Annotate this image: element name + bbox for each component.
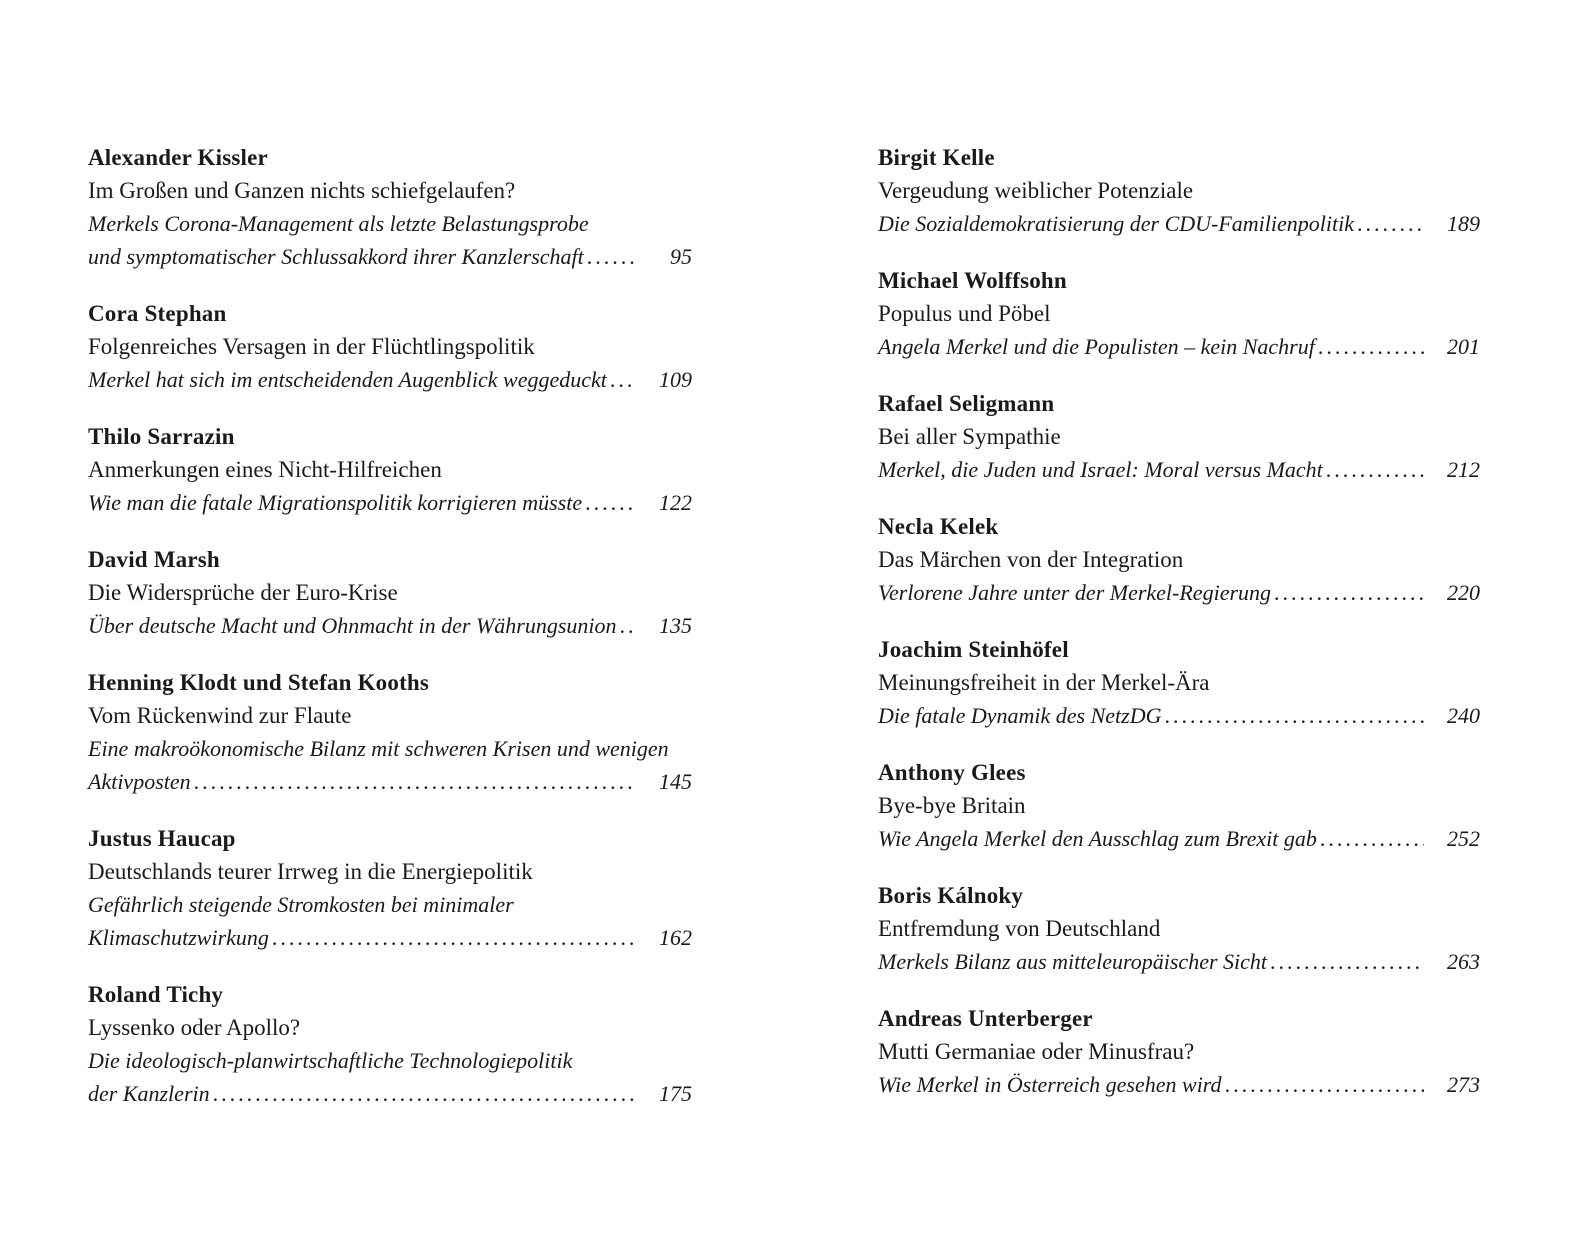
author-name: Cora Stephan (88, 301, 227, 326)
chapter-title: Deutschlands teurer Irrweg in die Energiepolitik (88, 859, 533, 884)
author-name: Andreas Unterberger (878, 1006, 1093, 1031)
dot-leader (1165, 699, 1425, 732)
chapter-subtitle: der Kanzlerin (88, 1081, 210, 1106)
toc-leader-row (88, 363, 692, 396)
page-number: 189 (1447, 211, 1480, 236)
page-number: 252 (1447, 826, 1480, 851)
page-number: 263 (1447, 949, 1480, 974)
dot-leader (1320, 822, 1424, 855)
chapter-subtitle: Verlorene Jahre unter der Merkel-Regierung (878, 580, 1272, 605)
toc-column-right (878, 141, 1480, 1125)
dot-leader (1326, 453, 1424, 486)
dot-leader (272, 921, 636, 954)
chapter-subtitle: Die Sozialdemokratisierung der CDU-Familienpolitik (878, 211, 1354, 236)
chapter-subtitle: Die ideologisch-planwirtschaftliche Technologiepolitik (88, 1048, 573, 1073)
toc-entry (878, 1002, 1480, 1101)
chapter-subtitle: Merkel, die Juden und Israel: Moral versus Macht (878, 457, 1323, 482)
toc-entry (88, 297, 692, 396)
chapter-title: Meinungsfreiheit in der Merkel-Ära (878, 670, 1210, 695)
chapter-title: Das Märchen von der Integration (878, 547, 1184, 572)
toc-leader-row (878, 330, 1480, 363)
page-number: 201 (1447, 334, 1480, 359)
page-number: 122 (659, 490, 692, 515)
toc-column-left (88, 141, 692, 1134)
chapter-subtitle: Wie Angela Merkel den Ausschlag zum Brexit gab (878, 826, 1317, 851)
page-number: 162 (659, 925, 692, 950)
chapter-title: Die Widersprüche der Euro-Krise (88, 580, 398, 605)
chapter-title: Vom Rückenwind zur Flaute (88, 703, 352, 728)
page-number: 220 (1447, 580, 1480, 605)
author-name: Justus Haucap (88, 826, 236, 851)
author-name: Joachim Steinhöfel (878, 637, 1069, 662)
toc-leader-row (878, 576, 1480, 609)
chapter-subtitle: Klimaschutzwirkung (88, 925, 269, 950)
toc-entry (88, 666, 692, 798)
toc-leader-row (88, 1077, 692, 1110)
toc-leader-row (878, 822, 1480, 855)
chapter-subtitle: Aktivposten (88, 769, 191, 794)
author-name: Roland Tichy (88, 982, 224, 1007)
author-name: Rafael Seligmann (878, 391, 1055, 416)
chapter-title: Mutti Germaniae oder Minusfrau? (878, 1039, 1195, 1064)
page-number: 175 (659, 1081, 692, 1106)
page-number: 135 (659, 613, 692, 638)
chapter-title: Im Großen und Ganzen nichts schiefgelaufen? (88, 178, 516, 203)
chapter-subtitle: Gefährlich steigende Stromkosten bei minimaler (88, 892, 514, 917)
chapter-subtitle: und symptomatischer Schlussakkord ihrer Kanzlerschaft (88, 244, 584, 269)
page-number: 273 (1447, 1072, 1480, 1097)
author-name: Michael Wolffsohn (878, 268, 1067, 293)
chapter-title: Bei aller Sympathie (878, 424, 1061, 449)
page-number: 212 (1447, 457, 1480, 482)
author-name: David Marsh (88, 547, 220, 572)
page-number: 240 (1447, 703, 1480, 728)
dot-leader (213, 1077, 636, 1110)
toc-entry (878, 756, 1480, 855)
toc-entry (88, 978, 692, 1110)
dot-leader (585, 486, 636, 519)
author-name: Henning Klodt und Stefan Kooths (88, 670, 430, 695)
toc-entry (878, 633, 1480, 732)
chapter-subtitle: Angela Merkel und die Populisten – kein Nachruf (878, 334, 1315, 359)
chapter-title: Entfremdung von Deutschland (878, 916, 1161, 941)
toc-leader-row (88, 921, 692, 954)
chapter-title: Folgenreiches Versagen in der Flüchtlingspolitik (88, 334, 535, 359)
dot-leader (1270, 945, 1424, 978)
dot-leader (587, 240, 636, 273)
author-name: Thilo Sarrazin (88, 424, 235, 449)
chapter-subtitle: Wie Merkel in Österreich gesehen wird (878, 1072, 1222, 1097)
chapter-subtitle: Wie man die fatale Migrationspolitik korrigieren müsste (88, 490, 583, 515)
toc-entry (88, 822, 692, 954)
chapter-title: Bye-bye Britain (878, 793, 1026, 818)
dot-leader (194, 765, 636, 798)
toc-entry (88, 543, 692, 642)
author-name: Anthony Glees (878, 760, 1026, 785)
chapter-subtitle: Merkel hat sich im entscheidenden Augenblick weggeduckt (88, 367, 607, 392)
chapter-title: Vergeudung weiblicher Potenziale (878, 178, 1194, 203)
page-number: 145 (659, 769, 692, 794)
toc-entry (88, 141, 692, 273)
page-number: 95 (670, 244, 692, 269)
toc-leader-row (878, 453, 1480, 486)
page-number: 109 (659, 367, 692, 392)
chapter-title: Lyssenko oder Apollo? (88, 1015, 301, 1040)
chapter-subtitle: Merkels Bilanz aus mitteleuropäischer Sicht (878, 949, 1268, 974)
chapter-subtitle: Eine makroökonomische Bilanz mit schweren Krisen und wenigen (88, 736, 669, 761)
toc-entry (878, 141, 1480, 240)
toc-entry (878, 879, 1480, 978)
chapter-subtitle: Die fatale Dynamik des NetzDG (878, 703, 1162, 728)
author-name: Necla Kelek (878, 514, 999, 539)
toc-leader-row (88, 486, 692, 519)
toc-leader-row (878, 699, 1480, 732)
toc-leader-row (88, 240, 692, 273)
chapter-subtitle: Über deutsche Macht und Ohnmacht in der Währungsunion (88, 613, 617, 638)
toc-entry (88, 420, 692, 519)
toc-leader-row (88, 765, 692, 798)
toc-entry (878, 387, 1480, 486)
author-name: Alexander Kissler (88, 145, 268, 170)
toc-entry (878, 510, 1480, 609)
dot-leader (1357, 207, 1424, 240)
dot-leader (1318, 330, 1424, 363)
chapter-title: Populus und Pöbel (878, 301, 1051, 326)
toc-entry (878, 264, 1480, 363)
dot-leader (610, 363, 636, 396)
toc-leader-row (878, 1068, 1480, 1101)
toc-leader-row (878, 207, 1480, 240)
chapter-subtitle: Merkels Corona-Management als letzte Belastungsprobe (88, 211, 589, 236)
author-name: Birgit Kelle (878, 145, 995, 170)
chapter-title: Anmerkungen eines Nicht-Hilfreichen (88, 457, 442, 482)
toc-leader-row (878, 945, 1480, 978)
dot-leader (1274, 576, 1424, 609)
toc-leader-row (88, 609, 692, 642)
dot-leader (1225, 1068, 1424, 1101)
author-name: Boris Kálnoky (878, 883, 1024, 908)
dot-leader (620, 609, 636, 642)
